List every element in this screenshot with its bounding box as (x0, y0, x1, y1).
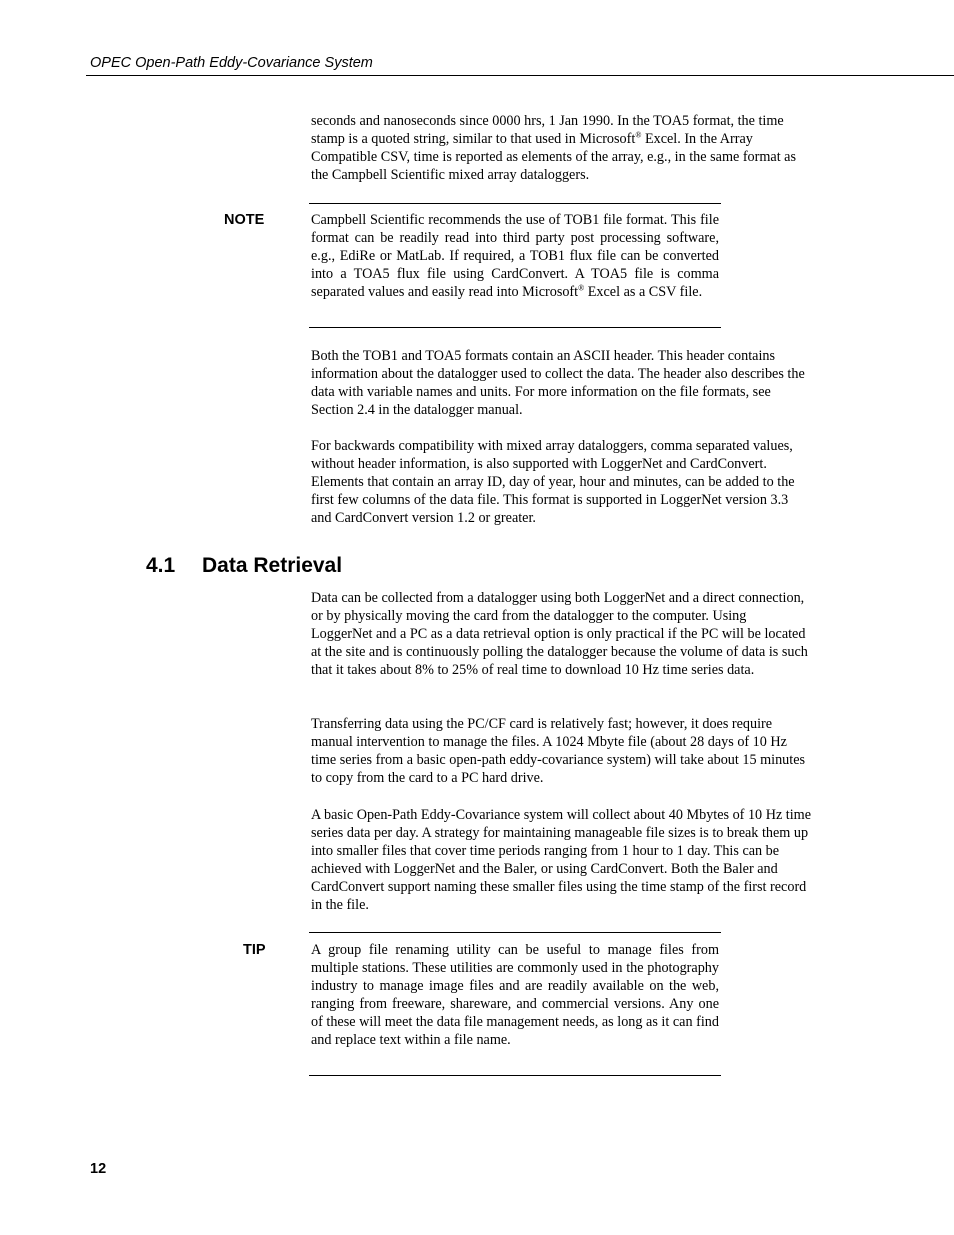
section-title: Data Retrieval (202, 554, 343, 577)
note-text-a: Campbell Scientific recommends the use of TOB1 file format. This file format can be readily read into third party post processing software, e.g., EdiRe or MatLab. If required, a TOB1 flux file can be converted into a TOA5 flux file using CardConvert. A TOA5 file is comma separated values and easily read into Microsoft (311, 212, 719, 300)
file-size-paragraph: A basic Open-Path Eddy-Covariance system will collect about 40 Mbytes of 10 Hz time series data per day. A strategy for maintaining manageable file sizes is to break them up into smaller files that cover time periods ranging from 1 hour to 1 day. This can be achieved with LoggerNet and the Baler, or using CardConvert. Both the Baler and CardConvert support naming these smaller files using the time stamp of the first record in the file. (311, 807, 811, 913)
registered-mark: ® (578, 283, 585, 293)
section-heading (146, 554, 342, 578)
section-number: 4.1 (146, 554, 176, 577)
note-label: NOTE (224, 212, 265, 228)
tip-bottom-rule (309, 1075, 721, 1076)
intro-paragraph (311, 112, 811, 184)
intro-text-a: seconds and nanoseconds since 0000 hrs, 1 Jan 1990. In the TOA5 format, the time stamp is a quoted string, similar to that used in Microsoft (311, 113, 784, 147)
intro-text-b: Excel. In the Array Compatible CSV, time is reported as elements of the array, e.g., in the same format as the Campbell Scientific mixed array dataloggers. (311, 131, 797, 183)
note-text-b: Excel as a CSV file. (584, 284, 703, 300)
tip-top-rule (309, 932, 721, 933)
tip-text: A group file renaming utility can be useful to manage files from multiple stations. These utilities are commonly used in the photography industry to manage image files and are readily available on the web, ranging from freeware, shareware, and commercial versions. Any one of these will meet the data file management needs, as long as it can find and replace text within a file name. (311, 942, 719, 1048)
running-header: OPEC Open-Path Eddy-Covariance System (90, 55, 373, 71)
page-number: 12 (90, 1161, 107, 1177)
note-text (311, 211, 719, 301)
note-top-rule (309, 203, 721, 204)
header-info-paragraph: Both the TOB1 and TOA5 formats contain an ASCII header. This header contains information about the datalogger used to collect the data. The header also describes the data with variable names and units. For more information on the file formats, see Section 2.4 in the datalogger manual. (311, 348, 805, 418)
header-rule (86, 75, 954, 76)
backwards-compat-paragraph: For backwards compatibility with mixed array dataloggers, comma separated values, without header information, is also supported with LoggerNet and CardConvert. Elements that contain an array ID, day of year, hour and minutes, can be added to the first few columns of the data file. This format is supported in LoggerNet version 3.3 and CardConvert version 1.2 or greater. (311, 438, 795, 526)
data-transfer-paragraph: Transferring data using the PC/CF card is relatively fast; however, it does require manual intervention to manage the files. A 1024 Mbyte file (about 28 days of 10 Hz time series from a basic open-path eddy-covariance system) will take about 15 minutes to copy from the card to a PC hard drive. (311, 716, 806, 786)
note-bottom-rule (309, 327, 721, 328)
registered-mark: ® (635, 130, 642, 140)
data-collection-paragraph: Data can be collected from a datalogger using both LoggerNet and a direct connection, or by physically moving the card from the datalogger to the computer. Using LoggerNet and a PC as a data retrieval option is only practical if the PC will be located at the site and is continuously polling the datalogger because the volume of data is such that it takes about 8% to 25% of real time to download 10 Hz time series data. (311, 590, 808, 678)
tip-label: TIP (243, 942, 266, 958)
